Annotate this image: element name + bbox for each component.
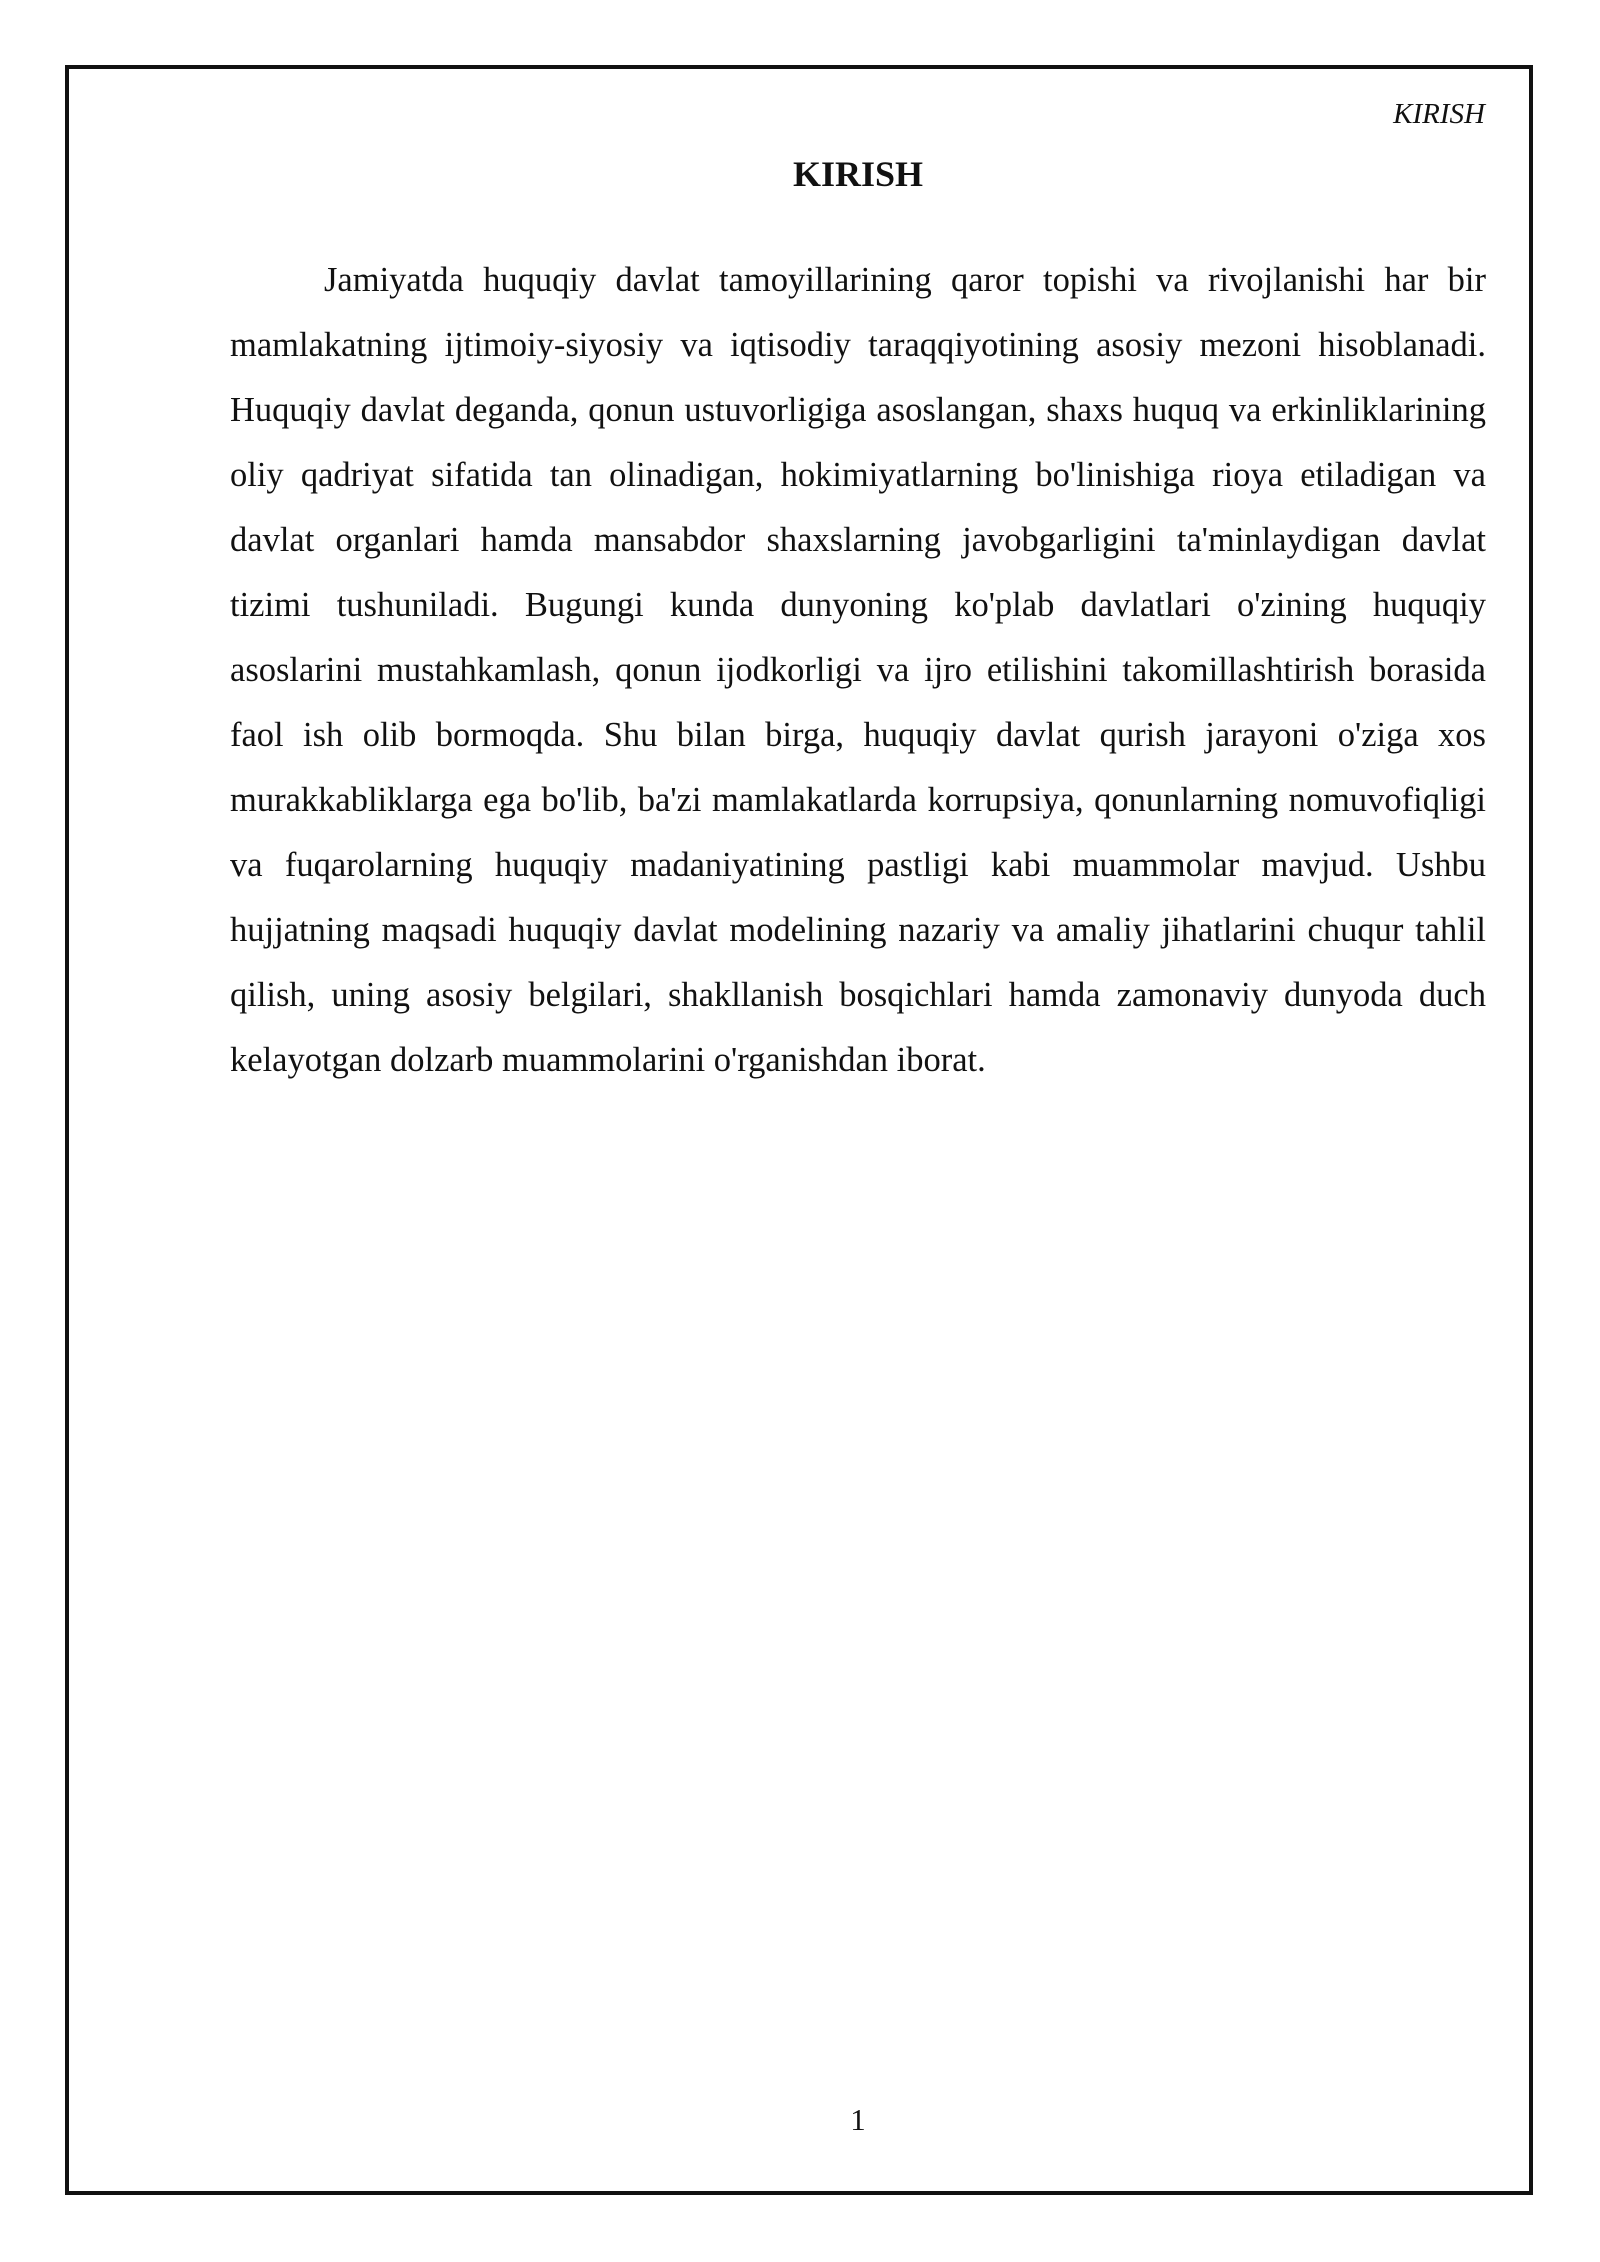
running-header: KIRISH: [1393, 98, 1485, 130]
page-number: 1: [850, 2102, 866, 2137]
body-paragraph: Jamiyatda huquqiy davlat tamoyillarining qaror topishi va rivojlanishi har bir mamlakatning ijtimoiy-siyosiy va iqtisodiy taraqqiyotining asosiy mezoni hisoblanadi. Huquqiy davlat deganda, qonun ustuvorligiga asoslangan, shaxs huquq va erkinliklarining oliy qadriyat sifatida tan olinadigan, hokimiyatlarning bo'linishiga rioya etiladigan va davlat organlari hamda mansabdor shaxslarning javobgarligini ta'minlaydigan davlat tizimi tushuniladi. Bugungi kunda dunyoning ko'plab davlatlari o'zining huquqiy asoslarini mustahkamlash, qonun ijodkorligi va ijro etilishini takomillashtirish borasida faol ish olib bormoqda. Shu bilan birga, huquqiy davlat qurish jarayoni o'ziga xos murakkabliklarga ega bo'lib, ba'zi mamlakatlarda korrupsiya, qonunlarning nomuvofiqligi va fuqarolarning huquqiy madaniyatining pastligi kabi muammolar mavjud. Ushbu hujjatning maqsadi huquqiy davlat modelining nazariy va amaliy jihatlarini chuqur tahlil qilish, uning asosiy belgilari, shakllanish bosqichlari hamda zamonaviy dunyoda duch kelayotgan dolzarb muammolarini o'rganishdan iborat.: [230, 261, 1486, 1079]
page-title: KIRISH: [792, 154, 924, 194]
